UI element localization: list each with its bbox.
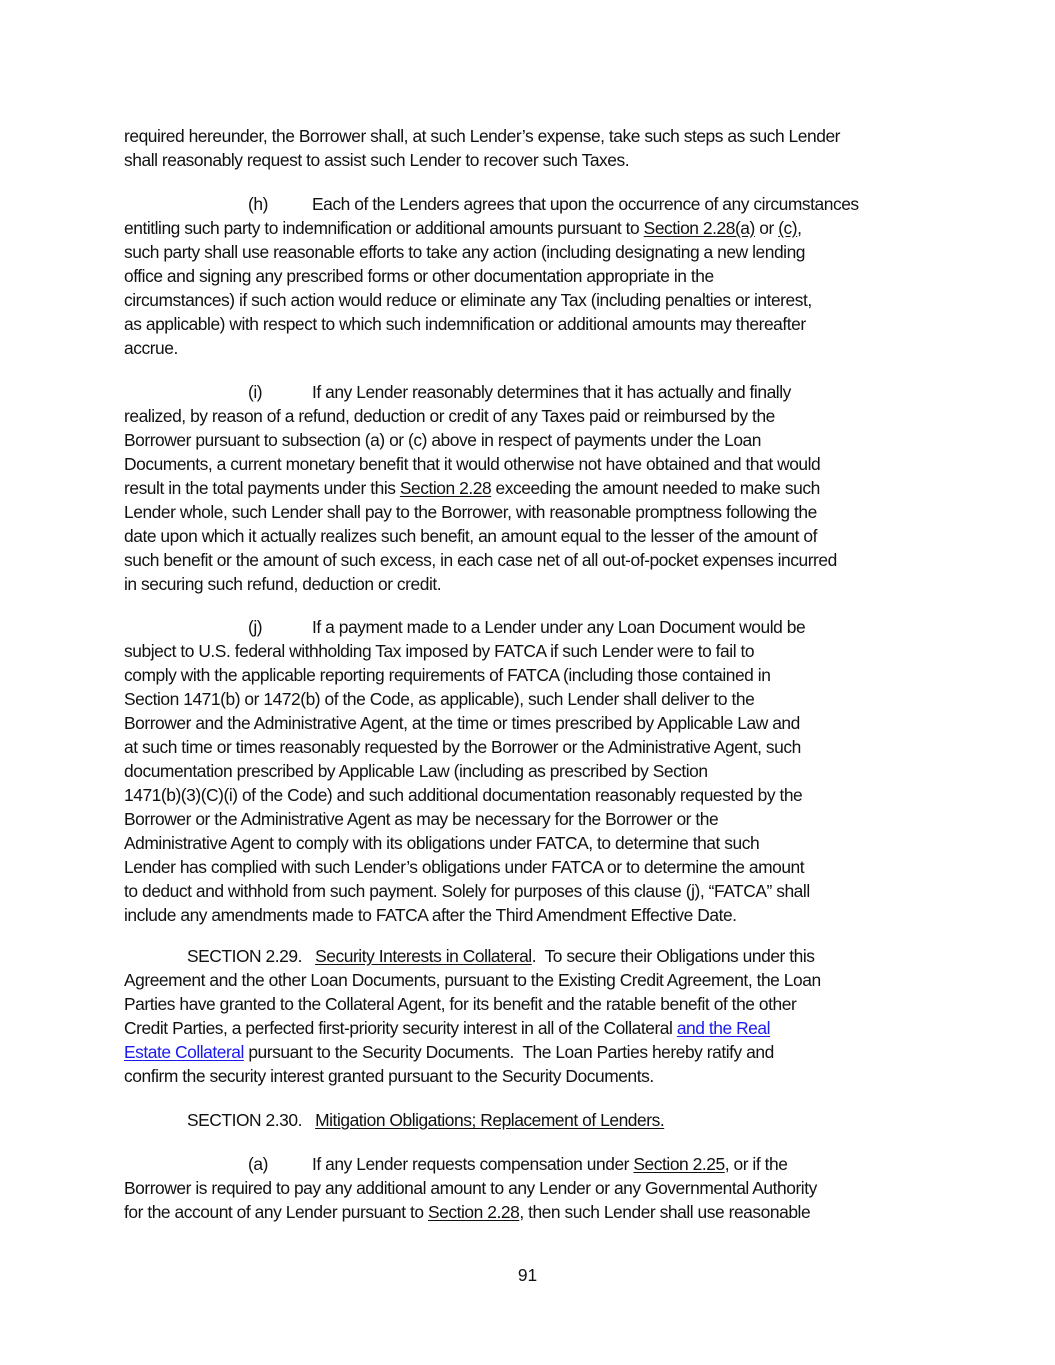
text-run: confirm the security interest granted pursuant to the Security Documents. xyxy=(124,1066,654,1086)
text-line xyxy=(124,711,944,735)
text-line xyxy=(124,879,944,903)
text-run: If a payment made to a Lender under any Loan Document would be xyxy=(312,617,806,637)
text-run: as applicable) with respect to which such indemnification or additional amounts may thereafter xyxy=(124,314,806,334)
paragraph-h xyxy=(124,192,944,360)
text-line xyxy=(124,663,944,687)
clause-label: (h) xyxy=(248,194,268,214)
text-run: Credit Parties, a perfected first-priority security interest in all of the Collateral xyxy=(124,1018,677,1038)
paragraph-j xyxy=(124,615,944,927)
text-run: Each of the Lenders agrees that upon the occurrence of any circumstances xyxy=(312,194,859,214)
text-line xyxy=(124,312,944,336)
underlined-reference: Section 2.28 xyxy=(428,1202,520,1222)
text-run: comply with the applicable reporting requirements of FATCA (including those contained in xyxy=(124,665,771,685)
text-run: result in the total payments under this xyxy=(124,478,400,498)
text-line xyxy=(124,336,944,360)
underlined-reference: Section 2.28(a) xyxy=(643,218,755,238)
underlined-reference: (c) xyxy=(778,218,798,238)
text-line xyxy=(124,500,944,524)
text-line xyxy=(124,548,944,572)
text-run: exceeding the amount needed to make such xyxy=(491,478,820,498)
text-line xyxy=(124,428,944,452)
text-run: in securing such refund, deduction or credit. xyxy=(124,574,442,594)
text-line xyxy=(124,524,944,548)
text-run: documentation prescribed by Applicable Law (including as prescribed by Section xyxy=(124,761,708,781)
text-line xyxy=(124,1152,944,1176)
paragraph-i xyxy=(124,380,944,596)
text-line xyxy=(124,380,944,404)
text-run: circumstances) if such action would reduce or eliminate any Tax (including penalties or interest, xyxy=(124,290,812,310)
text-run: such benefit or the amount of such excess, in each case net of all out-of-pocket expenses incurred xyxy=(124,550,837,570)
text-run: Section 1471(b) or 1472(b) of the Code, as applicable), such Lender shall deliver to the xyxy=(124,689,755,709)
text-line xyxy=(124,807,944,831)
text-run: entitling such party to indemnification or additional amounts pursuant to xyxy=(124,218,644,238)
text-run: If any Lender reasonably determines that it has actually and finally xyxy=(312,382,791,402)
text-line xyxy=(124,1064,944,1088)
clause-label: (i) xyxy=(248,382,263,402)
text-line xyxy=(124,1200,944,1224)
hyperlink[interactable]: and the Real xyxy=(676,1018,771,1038)
text-line xyxy=(124,1108,944,1132)
text-line xyxy=(124,735,944,759)
text-run: include any amendments made to FATCA after the Third Amendment Effective Date. xyxy=(124,905,737,925)
text-line xyxy=(124,968,944,992)
text-run: SECTION 2.30. xyxy=(187,1110,316,1130)
text-line xyxy=(124,783,944,807)
text-run: Borrower is required to pay any additional amount to any Lender or any Governmental Authority xyxy=(124,1178,817,1198)
page-number: 91 xyxy=(517,1265,538,1285)
text-line xyxy=(124,903,944,927)
text-line xyxy=(124,124,944,148)
text-line xyxy=(124,1040,944,1064)
text-line xyxy=(124,192,944,216)
text-run: If any Lender requests compensation under xyxy=(312,1154,634,1174)
text-run: , then such Lender shall use reasonable xyxy=(519,1202,811,1222)
text-line xyxy=(124,831,944,855)
text-run: . To secure their Obligations under this xyxy=(531,946,815,966)
text-line xyxy=(124,216,944,240)
text-run: , xyxy=(797,218,802,238)
text-line xyxy=(124,944,944,968)
clause-label: (a) xyxy=(248,1154,268,1174)
text-run: at such time or times reasonably requested by the Borrower or the Administrative Agent, such xyxy=(124,737,801,757)
text-run: Agreement and the other Loan Documents, pursuant to the Existing Credit Agreement, the Loan xyxy=(124,970,821,990)
underlined-reference: Section 2.28 xyxy=(399,478,492,498)
text-run: , or if the xyxy=(724,1154,788,1174)
text-run: office and signing any prescribed forms or other documentation appropriate in the xyxy=(124,266,714,286)
hyperlink[interactable]: Estate Collateral xyxy=(124,1042,244,1062)
text-run: accrue. xyxy=(124,338,178,358)
text-run: to deduct and withhold from such payment. Solely for purposes of this clause (j), “FATCA” shall xyxy=(124,881,810,901)
text-run: Parties have granted to the Collateral Agent, for its benefit and the ratable benefit of the other xyxy=(124,994,797,1014)
text-run: Administrative Agent to comply with its obligations under FATCA, to determine that such xyxy=(124,833,760,853)
text-run: Borrower or the Administrative Agent as may be necessary for the Borrower or the xyxy=(124,809,719,829)
text-run: such party shall use reasonable efforts to take any action (including designating a new lending xyxy=(124,242,806,262)
paragraph-g-continuation xyxy=(124,124,944,172)
text-line xyxy=(124,476,944,500)
text-line xyxy=(124,639,944,663)
section-2-29 xyxy=(124,944,944,1088)
text-line xyxy=(124,992,944,1016)
text-run: for the account of any Lender pursuant to xyxy=(124,1202,429,1222)
underlined-reference: Security Interests in Collateral xyxy=(315,946,532,966)
text-line xyxy=(124,572,944,596)
text-run: date upon which it actually realizes such benefit, an amount equal to the lesser of the amount of xyxy=(124,526,818,546)
text-line xyxy=(124,1176,944,1200)
text-line xyxy=(124,1016,944,1040)
text-run: Documents, a current monetary benefit that it would otherwise not have obtained and that would xyxy=(124,454,821,474)
underlined-reference: Mitigation Obligations; Replacement of Lenders. xyxy=(315,1110,665,1130)
text-run: realized, by reason of a refund, deduction or credit of any Taxes paid or reimbursed by the xyxy=(124,406,775,426)
section-2-30-heading xyxy=(124,1108,944,1132)
text-run: subject to U.S. federal withholding Tax imposed by FATCA if such Lender were to fail to xyxy=(124,641,755,661)
text-run: Lender whole, such Lender shall pay to the Borrower, with reasonable promptness following the xyxy=(124,502,817,522)
text-run: Borrower and the Administrative Agent, at the time or times prescribed by Applicable Law and xyxy=(124,713,800,733)
text-line xyxy=(124,452,944,476)
text-run: Lender has complied with such Lender’s obligations under FATCA or to determine the amount xyxy=(124,857,805,877)
text-line xyxy=(124,264,944,288)
text-run: or xyxy=(754,218,779,238)
text-line xyxy=(124,687,944,711)
clause-label: (j) xyxy=(248,617,263,637)
text-run: SECTION 2.29. xyxy=(187,946,316,966)
text-run: 1471(b)(3)(C)(i) of the Code) and such additional documentation reasonably requested by the xyxy=(124,785,803,805)
text-line xyxy=(124,615,944,639)
text-line xyxy=(124,759,944,783)
text-line xyxy=(124,148,944,172)
text-run: required hereunder, the Borrower shall, at such Lender’s expense, take such steps as such Lender xyxy=(124,126,841,146)
text-line xyxy=(124,240,944,264)
text-line xyxy=(124,855,944,879)
paragraph-2-30-a xyxy=(124,1152,944,1224)
text-run: Borrower pursuant to subsection (a) or (c) above in respect of payments under the Loan xyxy=(124,430,761,450)
underlined-reference: Section 2.25 xyxy=(633,1154,725,1174)
text-line xyxy=(124,404,944,428)
text-line xyxy=(124,288,944,312)
text-run: pursuant to the Security Documents. The Loan Parties hereby ratify and xyxy=(243,1042,774,1062)
text-run: shall reasonably request to assist such Lender to recover such Taxes. xyxy=(124,150,630,170)
